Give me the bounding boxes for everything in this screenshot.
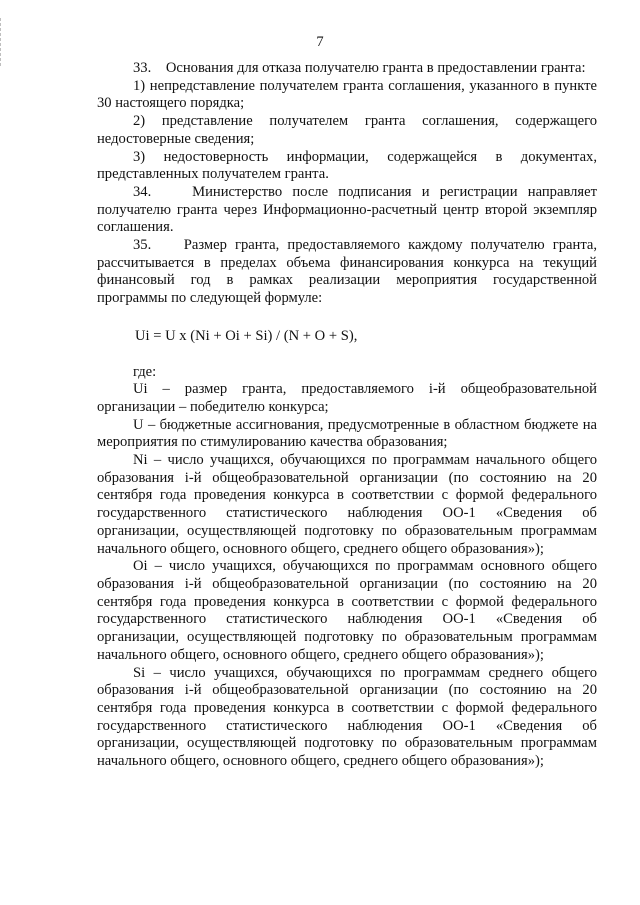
paragraph-33: 33. Основания для отказа получателю гранта в предоставлении гранта: [133,60,586,76]
paragraph-34: 34. Министерство после подписания и регистрации направляет получателю гранта через Информационно-расчетный центр второй экземпляр соглашения. [97,183,597,236]
paragraph-33-item-2: 2) представление получателем гранта соглашения, содержащего недостоверные сведения; [97,113,597,147]
definition-ni: Ni – число учащихся, обучающихся по программам начального общего образования i-й общеобразовательной организации (по состоянию на 20 сентября года проведения конкурса в соответствии с формой федерального государственного статистического наблюдения ОО-1 «Сведения об организации, осуществляющей подготовку по образовательным программам начального общего, основного общего, среднего общего образования»); [97,452,597,557]
paragraph-33-item-3: 3) недостоверность информации, содержащейся в документах, представленных получателем гранта. [97,148,597,183]
definition-oi: Oi – число учащихся, обучающихся по программам основного общего образования i-й общеобразовательной организации (по состоянию на 20 сентября года проведения конкурса в соответствии с формой федерального государственного статистического наблюдения ОО-1 «Сведения об организации, осуществляющей подготовку по образовательным программам начального общего, основного общего, среднего общего образования»); [97,558,597,663]
definition-where: где: [133,363,157,380]
paragraph-33-item-1: 1) непредставление получателем гранта соглашения, указанного в пункте 30 настоящего порядка; [97,77,597,112]
page-number: 7 [316,34,324,50]
document-body [97,60,597,771]
grant-formula: Ui = U x (Ni + Oi + Si) / (N + O + S), [135,327,358,344]
definition-ui: Ui – размер гранта, предоставляемого i-й общеобразовательной организации – победителю конкурса; [97,381,597,415]
definition-u: U – бюджетные ассигнования, предусмотренные в областном бюджете на мероприятия по стимулированию качества образования; [97,416,597,451]
definition-si: Si – число учащихся, обучающихся по программам среднего общего образования i-й общеобразовательной организации (по состоянию на 20 сентября года проведения конкурса в соответствии с формой федерального государственного статистического наблюдения ОО-1 «Сведения об организации, осуществляющей подготовку по образовательным программам начального общего, основного общего, среднего общего образования»); [97,664,597,770]
paragraph-35: 35. Размер гранта, предоставляемого каждому получателю гранта, рассчитывается в пределах объема финансирования конкурса на текущий финансовый год в рамках реализации мероприятия государственной программы по следующей формуле: [97,237,597,307]
